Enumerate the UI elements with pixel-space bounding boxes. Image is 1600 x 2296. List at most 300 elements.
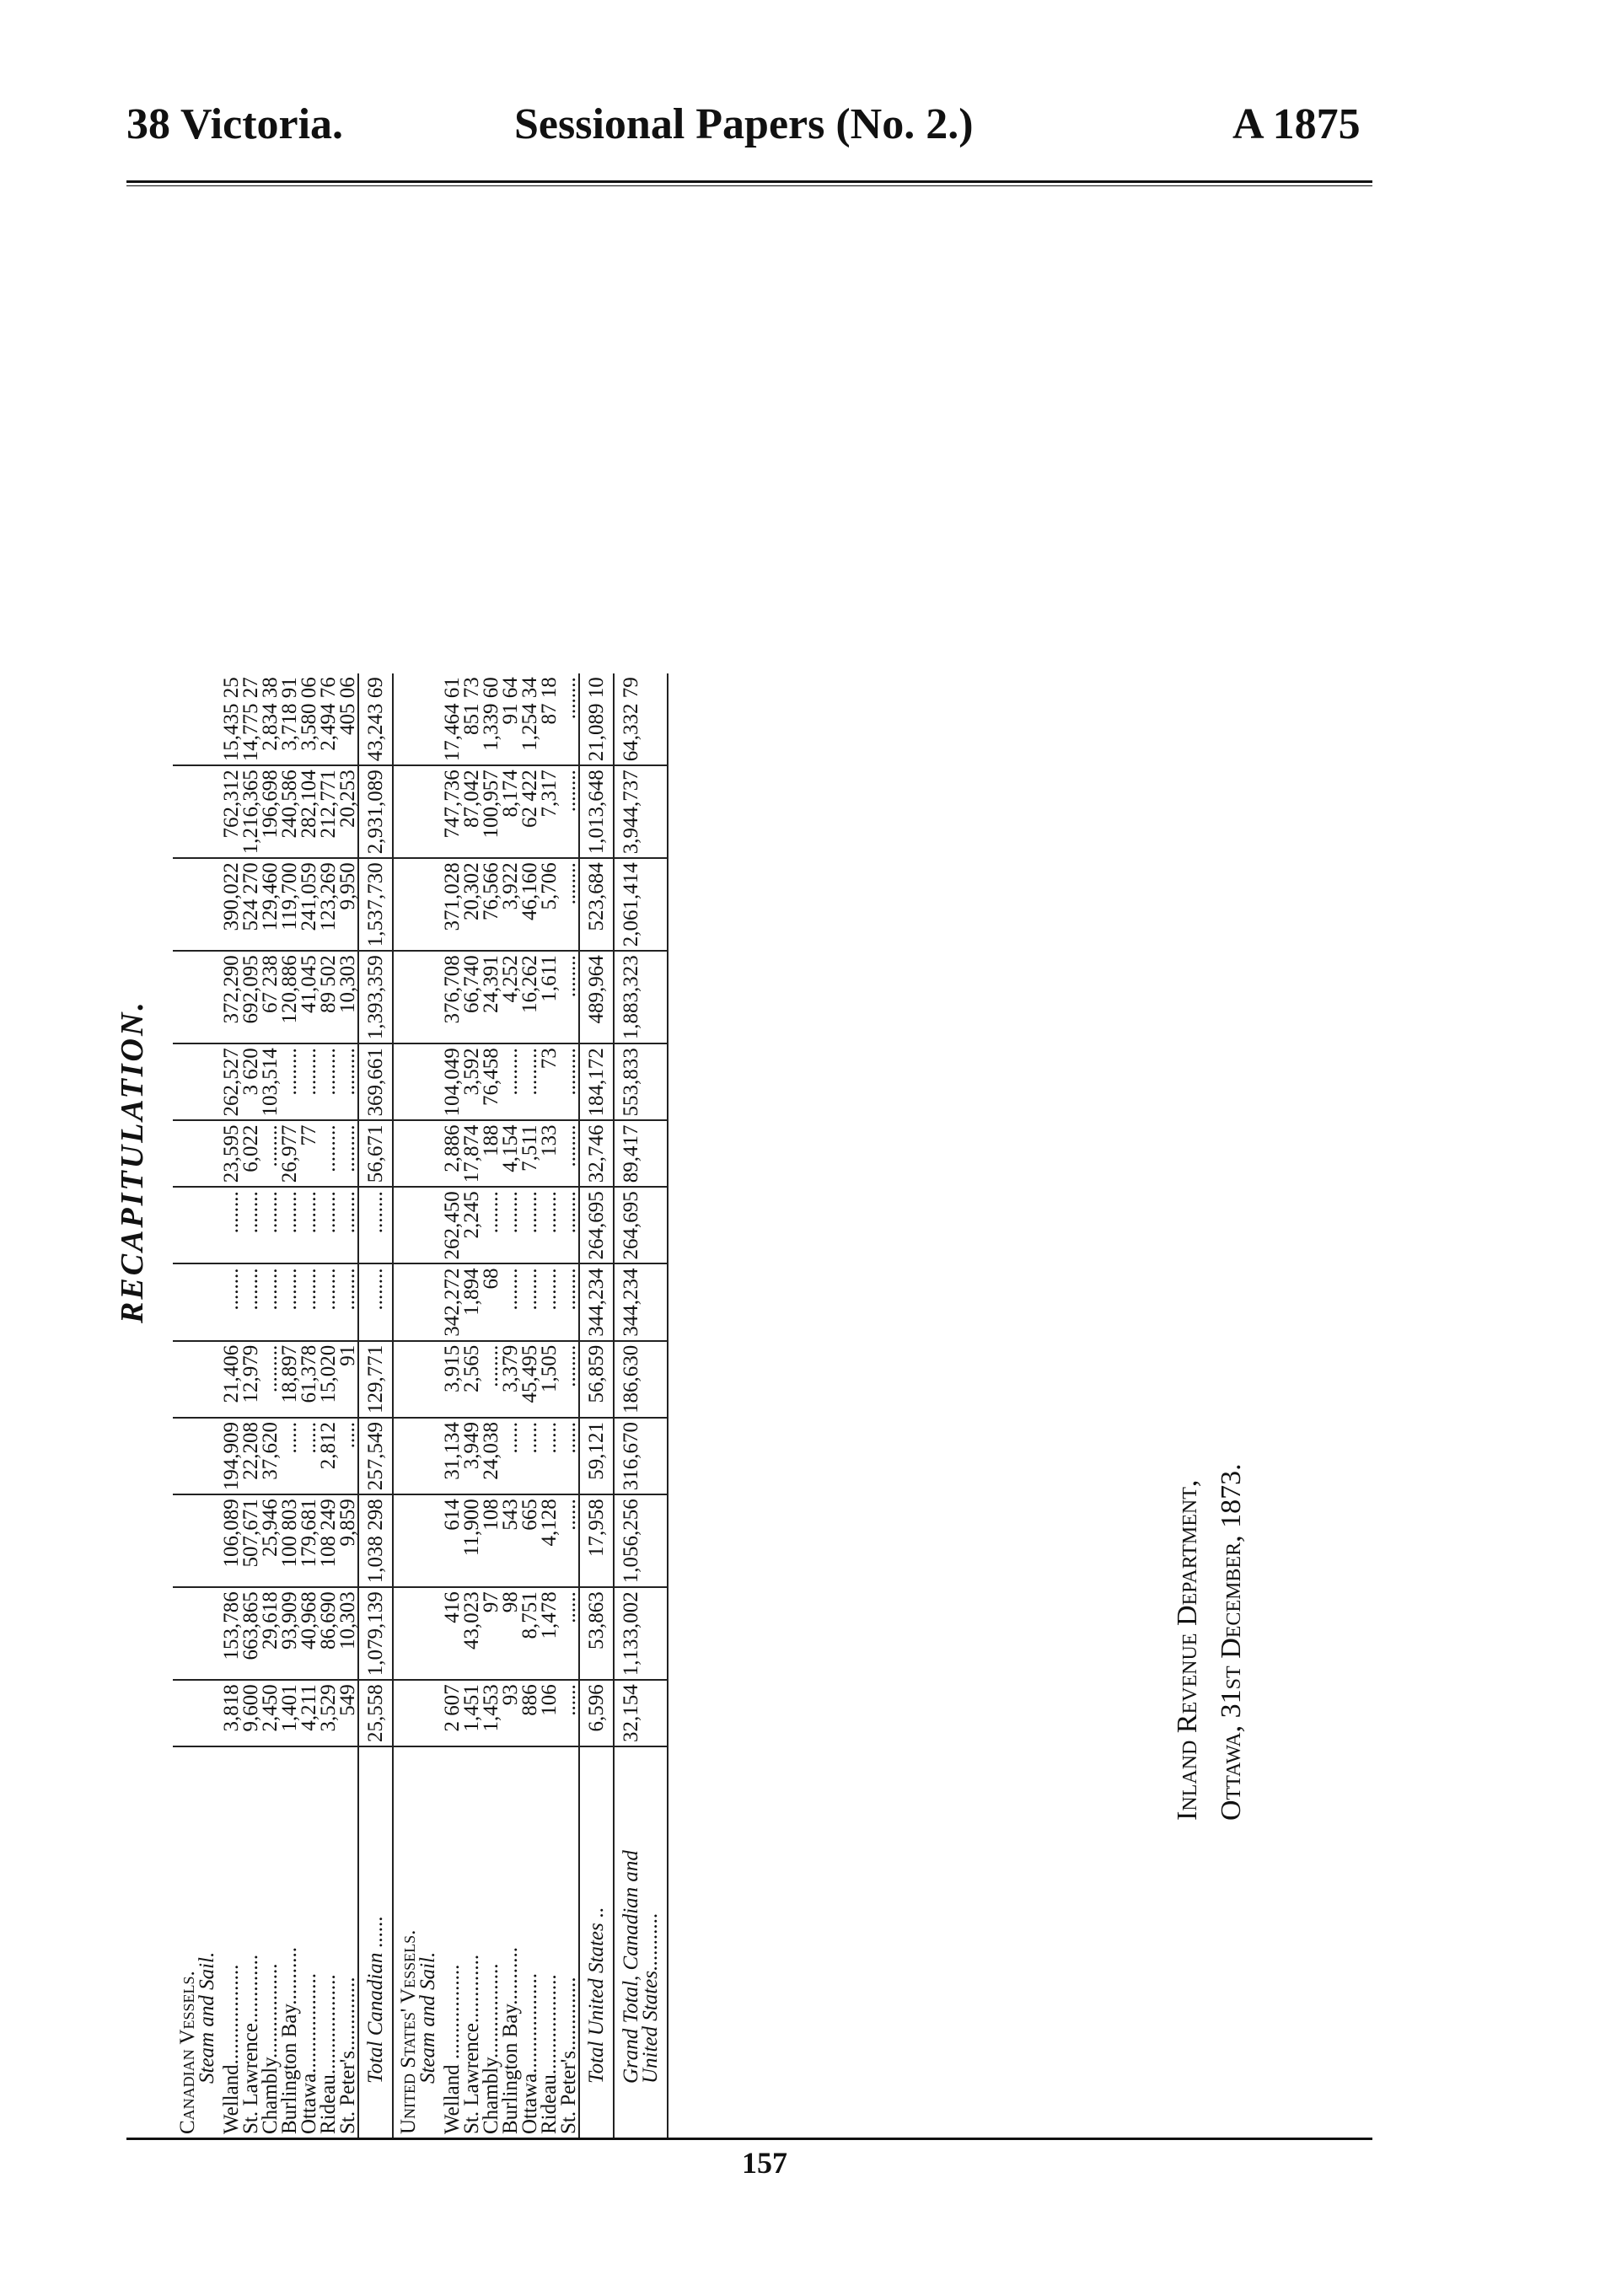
table-cell: 886 bbox=[520, 1680, 540, 1746]
table-cell: 1,478 bbox=[540, 1587, 559, 1680]
table-cell: 61,378 bbox=[299, 1341, 319, 1418]
table-cell: ........ bbox=[540, 1264, 559, 1341]
table-cell: ......... bbox=[280, 1043, 299, 1120]
table-cell bbox=[393, 1341, 443, 1418]
table-cell: 89,417 bbox=[614, 1121, 668, 1188]
table-cell: 43,023 bbox=[462, 1587, 481, 1680]
table-cell: 77 bbox=[299, 1121, 319, 1188]
table-cell: 416 bbox=[443, 1587, 462, 1680]
table-cell: 123,269 bbox=[319, 858, 338, 951]
table-cell: 120,886 bbox=[280, 951, 299, 1043]
table-cell: 104,049 bbox=[443, 1043, 462, 1120]
table-cell bbox=[173, 1587, 222, 1680]
table-cell: ...... bbox=[520, 1418, 540, 1494]
grand-total-label: Grand Total, Canadian and bbox=[620, 1850, 642, 2084]
table-cell: 264,695 bbox=[579, 1187, 614, 1263]
table-cell: ......... bbox=[338, 1121, 358, 1188]
table-cell: 129,771 bbox=[358, 1341, 393, 1418]
table-cell: 3,949 bbox=[462, 1418, 481, 1494]
table-cell: 196,698 bbox=[260, 765, 280, 858]
total-row-canadian bbox=[358, 673, 393, 2138]
section-heading: United States' Vessels. bbox=[397, 1929, 420, 2134]
row-label bbox=[481, 1746, 501, 2138]
table-cell: 18,897 bbox=[280, 1341, 299, 1418]
row-label-text: Rideau................... bbox=[538, 1974, 561, 2134]
table-cell: 2,834 38 bbox=[260, 673, 280, 765]
table-cell: 665 bbox=[520, 1494, 540, 1587]
table-cell: 56,859 bbox=[579, 1341, 614, 1418]
table-cell: ......... bbox=[338, 1043, 358, 1120]
table-cell: 188 bbox=[481, 1121, 501, 1188]
table-cell: 91 64 bbox=[501, 673, 520, 765]
table-cell: 7,511 bbox=[520, 1121, 540, 1188]
table-cell: 264,695 bbox=[614, 1187, 668, 1263]
table-cell: 3,818 bbox=[222, 1680, 241, 1746]
table-cell: 372,290 bbox=[222, 951, 241, 1043]
table-cell bbox=[173, 765, 222, 858]
table-cell: ......... bbox=[319, 1043, 338, 1120]
table-cell: 62 422 bbox=[520, 765, 540, 858]
table-cell: 9,600 bbox=[241, 1680, 260, 1746]
table-cell: 100,957 bbox=[481, 765, 501, 858]
table-cell: 26,977 bbox=[280, 1121, 299, 1188]
table-cell: 851 73 bbox=[462, 673, 481, 765]
table-cell bbox=[393, 1418, 443, 1494]
table-cell: 5,706 bbox=[540, 858, 559, 951]
table-cell: 344,234 bbox=[579, 1264, 614, 1341]
table-cell bbox=[393, 765, 443, 858]
section-row-canadian bbox=[173, 673, 222, 2138]
table-cell: 2,494 76 bbox=[319, 673, 338, 765]
table-cell: 262,527 bbox=[222, 1043, 241, 1120]
table-cell: 12,979 bbox=[241, 1341, 260, 1418]
row-label bbox=[299, 1746, 319, 2138]
table-cell: 1,537,730 bbox=[358, 858, 393, 951]
row-label bbox=[462, 1746, 481, 2138]
row-label-text: Chambly.................. bbox=[480, 1963, 502, 2134]
table-cell: ...... bbox=[280, 1418, 299, 1494]
table-cell: 405 06 bbox=[338, 673, 358, 765]
row-label-text: Rideau................... bbox=[317, 1974, 340, 2134]
table-cell bbox=[393, 1264, 443, 1341]
row-label bbox=[222, 1746, 241, 2138]
table-cell: 100 803 bbox=[280, 1494, 299, 1587]
table-cell: 1,451 bbox=[462, 1680, 481, 1746]
table-cell: 45,495 bbox=[520, 1341, 540, 1418]
table-cell: 59,121 bbox=[579, 1418, 614, 1494]
row-label-text: Ottawa................... bbox=[298, 1973, 320, 2134]
table-cell: 549 bbox=[338, 1680, 358, 1746]
table-cell: 23,595 bbox=[222, 1121, 241, 1188]
row-label-text: St. Lawrence............. bbox=[460, 1954, 483, 2134]
row-label bbox=[579, 1746, 614, 2138]
table-cell: 212,771 bbox=[319, 765, 338, 858]
table-cell: 1,216,365 bbox=[241, 765, 260, 858]
table-cell: 1,254 34 bbox=[520, 673, 540, 765]
table-cell bbox=[393, 673, 443, 765]
table-cell bbox=[393, 1121, 443, 1188]
table-cell: 344,234 bbox=[614, 1264, 668, 1341]
table-cell: 3,944,737 bbox=[614, 765, 668, 858]
table-cell: 32,746 bbox=[579, 1121, 614, 1188]
table-row bbox=[260, 673, 280, 2138]
table-cell bbox=[173, 1494, 222, 1587]
table-cell: 3,379 bbox=[501, 1341, 520, 1418]
table-cell: 1,894 bbox=[462, 1264, 481, 1341]
table-cell: 20,302 bbox=[462, 858, 481, 951]
table-cell: ......... bbox=[501, 1043, 520, 1120]
table-cell bbox=[173, 1418, 222, 1494]
table-cell: 6,022 bbox=[241, 1121, 260, 1188]
table-cell: ........ bbox=[559, 858, 579, 951]
table-cell: 9,859 bbox=[338, 1494, 358, 1587]
table-cell: ........ bbox=[559, 673, 579, 765]
table-cell: 3,592 bbox=[462, 1043, 481, 1120]
table-row bbox=[241, 673, 260, 2138]
table-cell bbox=[173, 1680, 222, 1746]
table-cell: 86,690 bbox=[319, 1587, 338, 1680]
recapitulation-table bbox=[173, 673, 668, 2138]
table-cell: 1,453 bbox=[481, 1680, 501, 1746]
table-cell bbox=[173, 673, 222, 765]
table-cell: 16,262 bbox=[520, 951, 540, 1043]
table-cell: 153,786 bbox=[222, 1587, 241, 1680]
table-cell: 3,915 bbox=[443, 1341, 462, 1418]
table-cell bbox=[393, 858, 443, 951]
table-cell: 106 bbox=[540, 1680, 559, 1746]
table-cell: 376,708 bbox=[443, 951, 462, 1043]
table-cell: 41,045 bbox=[299, 951, 319, 1043]
table-cell: 194,909 bbox=[222, 1418, 241, 1494]
table-cell: 89 502 bbox=[319, 951, 338, 1043]
table-cell: 10,303 bbox=[338, 1587, 358, 1680]
table-cell: 692,095 bbox=[241, 951, 260, 1043]
table-cell: 73 bbox=[540, 1043, 559, 1120]
table-cell: 24,038 bbox=[481, 1418, 501, 1494]
table-cell: ......... bbox=[299, 1043, 319, 1120]
table-cell: 2,886 bbox=[443, 1121, 462, 1188]
table-cell: 614 bbox=[443, 1494, 462, 1587]
table-cell: 1,339 60 bbox=[481, 673, 501, 765]
row-label-text: Chambly.................. bbox=[259, 1963, 282, 2134]
table-cell: 108 bbox=[481, 1494, 501, 1587]
table-cell: 747,736 bbox=[443, 765, 462, 858]
table-cell: ........ bbox=[559, 951, 579, 1043]
table-cell: ........ bbox=[520, 1187, 540, 1263]
table-cell: 282,104 bbox=[299, 765, 319, 858]
table-cell: 1,883,323 bbox=[614, 951, 668, 1043]
table-cell: ........ bbox=[481, 1187, 501, 1263]
table-cell: 1,133,002 bbox=[614, 1587, 668, 1680]
table-cell: 21,089 10 bbox=[579, 673, 614, 765]
table-cell: ..... bbox=[338, 1418, 358, 1494]
header-papers: Sessional Papers (No. 2.) bbox=[514, 100, 974, 148]
table-cell: ......... bbox=[319, 1121, 338, 1188]
table-cell: 523,684 bbox=[579, 858, 614, 951]
table-cell: 3 620 bbox=[241, 1043, 260, 1120]
row-label bbox=[443, 1746, 462, 2138]
row-label-text: Welland................... bbox=[220, 1964, 243, 2134]
row-label-text: Welland .................. bbox=[441, 1964, 464, 2134]
table-cell: ........ bbox=[280, 1187, 299, 1263]
table-row bbox=[319, 673, 338, 2138]
table-cell bbox=[393, 1043, 443, 1120]
row-label bbox=[520, 1746, 540, 2138]
table-cell: 371,028 bbox=[443, 858, 462, 951]
row-label bbox=[358, 1746, 393, 2138]
table-cell: ........ bbox=[299, 1264, 319, 1341]
table-cell: 15,020 bbox=[319, 1341, 338, 1418]
table-cell: 31,134 bbox=[443, 1418, 462, 1494]
table-cell: 4,211 bbox=[299, 1680, 319, 1746]
table-row bbox=[338, 673, 358, 2138]
table-row bbox=[462, 673, 481, 2138]
table-cell: 32,154 bbox=[614, 1680, 668, 1746]
table-cell: ........ bbox=[559, 1264, 579, 1341]
footer-date: Ottawa, 31st December, 1873. bbox=[1216, 1463, 1247, 1821]
table-cell: 1,401 bbox=[280, 1680, 299, 1746]
table-cell: 14,775 27 bbox=[241, 673, 260, 765]
table-cell: 240,586 bbox=[280, 765, 299, 858]
table-cell: 316,670 bbox=[614, 1418, 668, 1494]
table-cell: ........ bbox=[280, 1264, 299, 1341]
table-cell: ........ bbox=[501, 1264, 520, 1341]
table-cell: ...... bbox=[559, 1587, 579, 1680]
table-cell: 15,435 25 bbox=[222, 673, 241, 765]
table-cell: 184,172 bbox=[579, 1043, 614, 1120]
table-cell bbox=[393, 1494, 443, 1587]
rotated-table-region bbox=[115, 185, 1372, 2138]
table-cell: 17,874 bbox=[462, 1121, 481, 1188]
table-cell: 2,061,414 bbox=[614, 858, 668, 951]
header-year: A 1875 bbox=[1232, 100, 1361, 148]
section-row-us bbox=[393, 673, 443, 2138]
table-cell: ...... bbox=[559, 1680, 579, 1746]
table-cell: ........ bbox=[260, 1121, 280, 1188]
page-number: 157 bbox=[742, 2146, 787, 2180]
row-label-text: St. Peter's.............. bbox=[336, 1977, 359, 2134]
table-cell: 108 249 bbox=[319, 1494, 338, 1587]
row-label bbox=[319, 1746, 338, 2138]
table-cell: 25,558 bbox=[358, 1680, 393, 1746]
table-cell: ........ bbox=[241, 1187, 260, 1263]
table-cell: 2 607 bbox=[443, 1680, 462, 1746]
table-cell: 524 270 bbox=[241, 858, 260, 951]
table-cell: ........ bbox=[559, 765, 579, 858]
table-cell: ........ bbox=[540, 1187, 559, 1263]
table-cell: 2,565 bbox=[462, 1341, 481, 1418]
table-cell: ........ bbox=[358, 1187, 393, 1263]
table-cell: 543 bbox=[501, 1494, 520, 1587]
table-cell: ...... bbox=[501, 1418, 520, 1494]
table-cell: 40,968 bbox=[299, 1587, 319, 1680]
total-row-us bbox=[579, 673, 614, 2138]
table-cell: 4,154 bbox=[501, 1121, 520, 1188]
table-cell bbox=[173, 1264, 222, 1341]
table-cell bbox=[393, 1187, 443, 1263]
table-cell: 91 bbox=[338, 1341, 358, 1418]
table-cell: 133 bbox=[540, 1121, 559, 1188]
table-cell: 25,946 bbox=[260, 1494, 280, 1587]
table-row bbox=[280, 673, 299, 2138]
table-cell: ........ bbox=[299, 1187, 319, 1263]
row-label bbox=[280, 1746, 299, 2138]
table-row bbox=[501, 673, 520, 2138]
table-cell: 103,514 bbox=[260, 1043, 280, 1120]
grand-total-row bbox=[614, 673, 668, 2138]
table-cell: 663,865 bbox=[241, 1587, 260, 1680]
table-cell: ......... bbox=[260, 1341, 280, 1418]
table-cell: ........ bbox=[222, 1187, 241, 1263]
table-cell: ........ bbox=[520, 1264, 540, 1341]
total-label: Total Canadian ...... bbox=[364, 1915, 387, 2084]
subsection-heading: Steam and Sail. bbox=[416, 1951, 439, 2084]
table-cell: 56,671 bbox=[358, 1121, 393, 1188]
table-cell: 17,464 61 bbox=[443, 673, 462, 765]
table-cell: ........ bbox=[319, 1264, 338, 1341]
table-cell: 1,505 bbox=[540, 1341, 559, 1418]
table-cell: 43,243 69 bbox=[358, 673, 393, 765]
table-cell: ...... bbox=[559, 1418, 579, 1494]
row-label bbox=[260, 1746, 280, 2138]
table-cell: ........ bbox=[260, 1264, 280, 1341]
table-cell: 8,751 bbox=[520, 1587, 540, 1680]
row-label bbox=[614, 1746, 668, 2138]
row-label bbox=[559, 1746, 579, 2138]
row-label bbox=[338, 1746, 358, 2138]
table-cell: 1,611 bbox=[540, 951, 559, 1043]
table-cell: 98 bbox=[501, 1587, 520, 1680]
table-cell: 1,393,359 bbox=[358, 951, 393, 1043]
table-cell: 1,079,139 bbox=[358, 1587, 393, 1680]
table-cell: 11,900 bbox=[462, 1494, 481, 1587]
table-cell: 2,812 bbox=[319, 1418, 338, 1494]
row-label-text: Burlington Bay........... bbox=[278, 1947, 301, 2134]
table-row bbox=[443, 673, 462, 2138]
table-cell: 762,312 bbox=[222, 765, 241, 858]
table-cell: ........ bbox=[481, 1341, 501, 1418]
table-cell: 2,450 bbox=[260, 1680, 280, 1746]
table-cell bbox=[393, 951, 443, 1043]
table-cell: 4,128 bbox=[540, 1494, 559, 1587]
table-cell: 6,596 bbox=[579, 1680, 614, 1746]
top-rule bbox=[126, 180, 1372, 183]
table-row bbox=[559, 673, 579, 2138]
table-cell: 3,718 91 bbox=[280, 673, 299, 765]
table-cell: ........ bbox=[559, 1341, 579, 1418]
table-cell: 93 bbox=[501, 1680, 520, 1746]
table-cell: ........ bbox=[319, 1187, 338, 1263]
table-cell: 46,160 bbox=[520, 858, 540, 951]
table-cell: 64,332 79 bbox=[614, 673, 668, 765]
table-cell: ...... bbox=[559, 1494, 579, 1587]
table-cell: 3,922 bbox=[501, 858, 520, 951]
table-cell: ......... bbox=[520, 1043, 540, 1120]
table-row bbox=[520, 673, 540, 2138]
table-row bbox=[299, 673, 319, 2138]
table-cell: 66,740 bbox=[462, 951, 481, 1043]
table-cell: 553,833 bbox=[614, 1043, 668, 1120]
table-cell bbox=[393, 1680, 443, 1746]
row-label bbox=[540, 1746, 559, 2138]
table-cell: 67 238 bbox=[260, 951, 280, 1043]
table-cell: ........ bbox=[338, 1264, 358, 1341]
table-cell: ........ bbox=[222, 1264, 241, 1341]
row-label-text: Ottawa................... bbox=[518, 1973, 541, 2134]
table-cell: 24,391 bbox=[481, 951, 501, 1043]
table-cell: 1,013,648 bbox=[579, 765, 614, 858]
total-label: Total United States .. bbox=[585, 1907, 608, 2084]
table-cell: 3,529 bbox=[319, 1680, 338, 1746]
bottom-rule bbox=[126, 2138, 1372, 2140]
table-cell: ........ bbox=[241, 1264, 260, 1341]
grand-total-label-2: United States........... bbox=[639, 1912, 662, 2084]
subsection-heading: Steam and Sail. bbox=[196, 1951, 218, 2084]
table-cell: 186,630 bbox=[614, 1341, 668, 1418]
table-cell bbox=[173, 1187, 222, 1263]
table-cell bbox=[173, 858, 222, 951]
table-cell: 76,566 bbox=[481, 858, 501, 951]
table-cell bbox=[173, 1121, 222, 1188]
table-row bbox=[481, 673, 501, 2138]
row-label-text: St. Lawrence............. bbox=[239, 1954, 262, 2134]
table-cell: 53,863 bbox=[579, 1587, 614, 1680]
table-cell bbox=[173, 951, 222, 1043]
row-label-text: St. Peter's.............. bbox=[557, 1977, 580, 2134]
table-title: RECAPITULATION. bbox=[115, 1000, 150, 1323]
table-cell: 257,549 bbox=[358, 1418, 393, 1494]
row-label bbox=[393, 1746, 443, 2138]
table-cell: 4,252 bbox=[501, 951, 520, 1043]
rotated-content bbox=[115, 185, 1372, 2138]
table-cell: ........ bbox=[559, 1187, 579, 1263]
table-cell: 22,208 bbox=[241, 1418, 260, 1494]
table-cell: 7,317 bbox=[540, 765, 559, 858]
table-cell: 1,038 298 bbox=[358, 1494, 393, 1587]
table-cell: 369,661 bbox=[358, 1043, 393, 1120]
table-cell: 68 bbox=[481, 1264, 501, 1341]
table-cell: 2,931,089 bbox=[358, 765, 393, 858]
table-cell: ...... bbox=[540, 1418, 559, 1494]
table-cell: 97 bbox=[481, 1587, 501, 1680]
row-label bbox=[501, 1746, 520, 2138]
table-cell: ...... bbox=[299, 1418, 319, 1494]
table-cell: 106,089 bbox=[222, 1494, 241, 1587]
table-cell: 119,700 bbox=[280, 858, 299, 951]
table-cell: ........ bbox=[501, 1187, 520, 1263]
table-cell: ........ bbox=[260, 1187, 280, 1263]
table-cell: 2,245 bbox=[462, 1187, 481, 1263]
table-cell: ........ bbox=[559, 1121, 579, 1188]
row-label bbox=[241, 1746, 260, 2138]
table-cell: 93,909 bbox=[280, 1587, 299, 1680]
row-label-text: Burlington Bay........... bbox=[499, 1947, 522, 2134]
table-cell: 8,174 bbox=[501, 765, 520, 858]
footer-department: Inland Revenue Department, bbox=[1172, 1479, 1203, 1821]
table-cell: 390,022 bbox=[222, 858, 241, 951]
table-row bbox=[540, 673, 559, 2138]
table-cell: 3,580 06 bbox=[299, 673, 319, 765]
row-label bbox=[173, 1746, 222, 2138]
table-cell bbox=[173, 1043, 222, 1120]
table-cell: 17,958 bbox=[579, 1494, 614, 1587]
table-cell: 241,059 bbox=[299, 858, 319, 951]
table-cell: ......... bbox=[559, 1043, 579, 1120]
table-cell: 262,450 bbox=[443, 1187, 462, 1263]
table-cell: 37,620 bbox=[260, 1418, 280, 1494]
table-cell: 20,253 bbox=[338, 765, 358, 858]
table-cell bbox=[173, 1341, 222, 1418]
